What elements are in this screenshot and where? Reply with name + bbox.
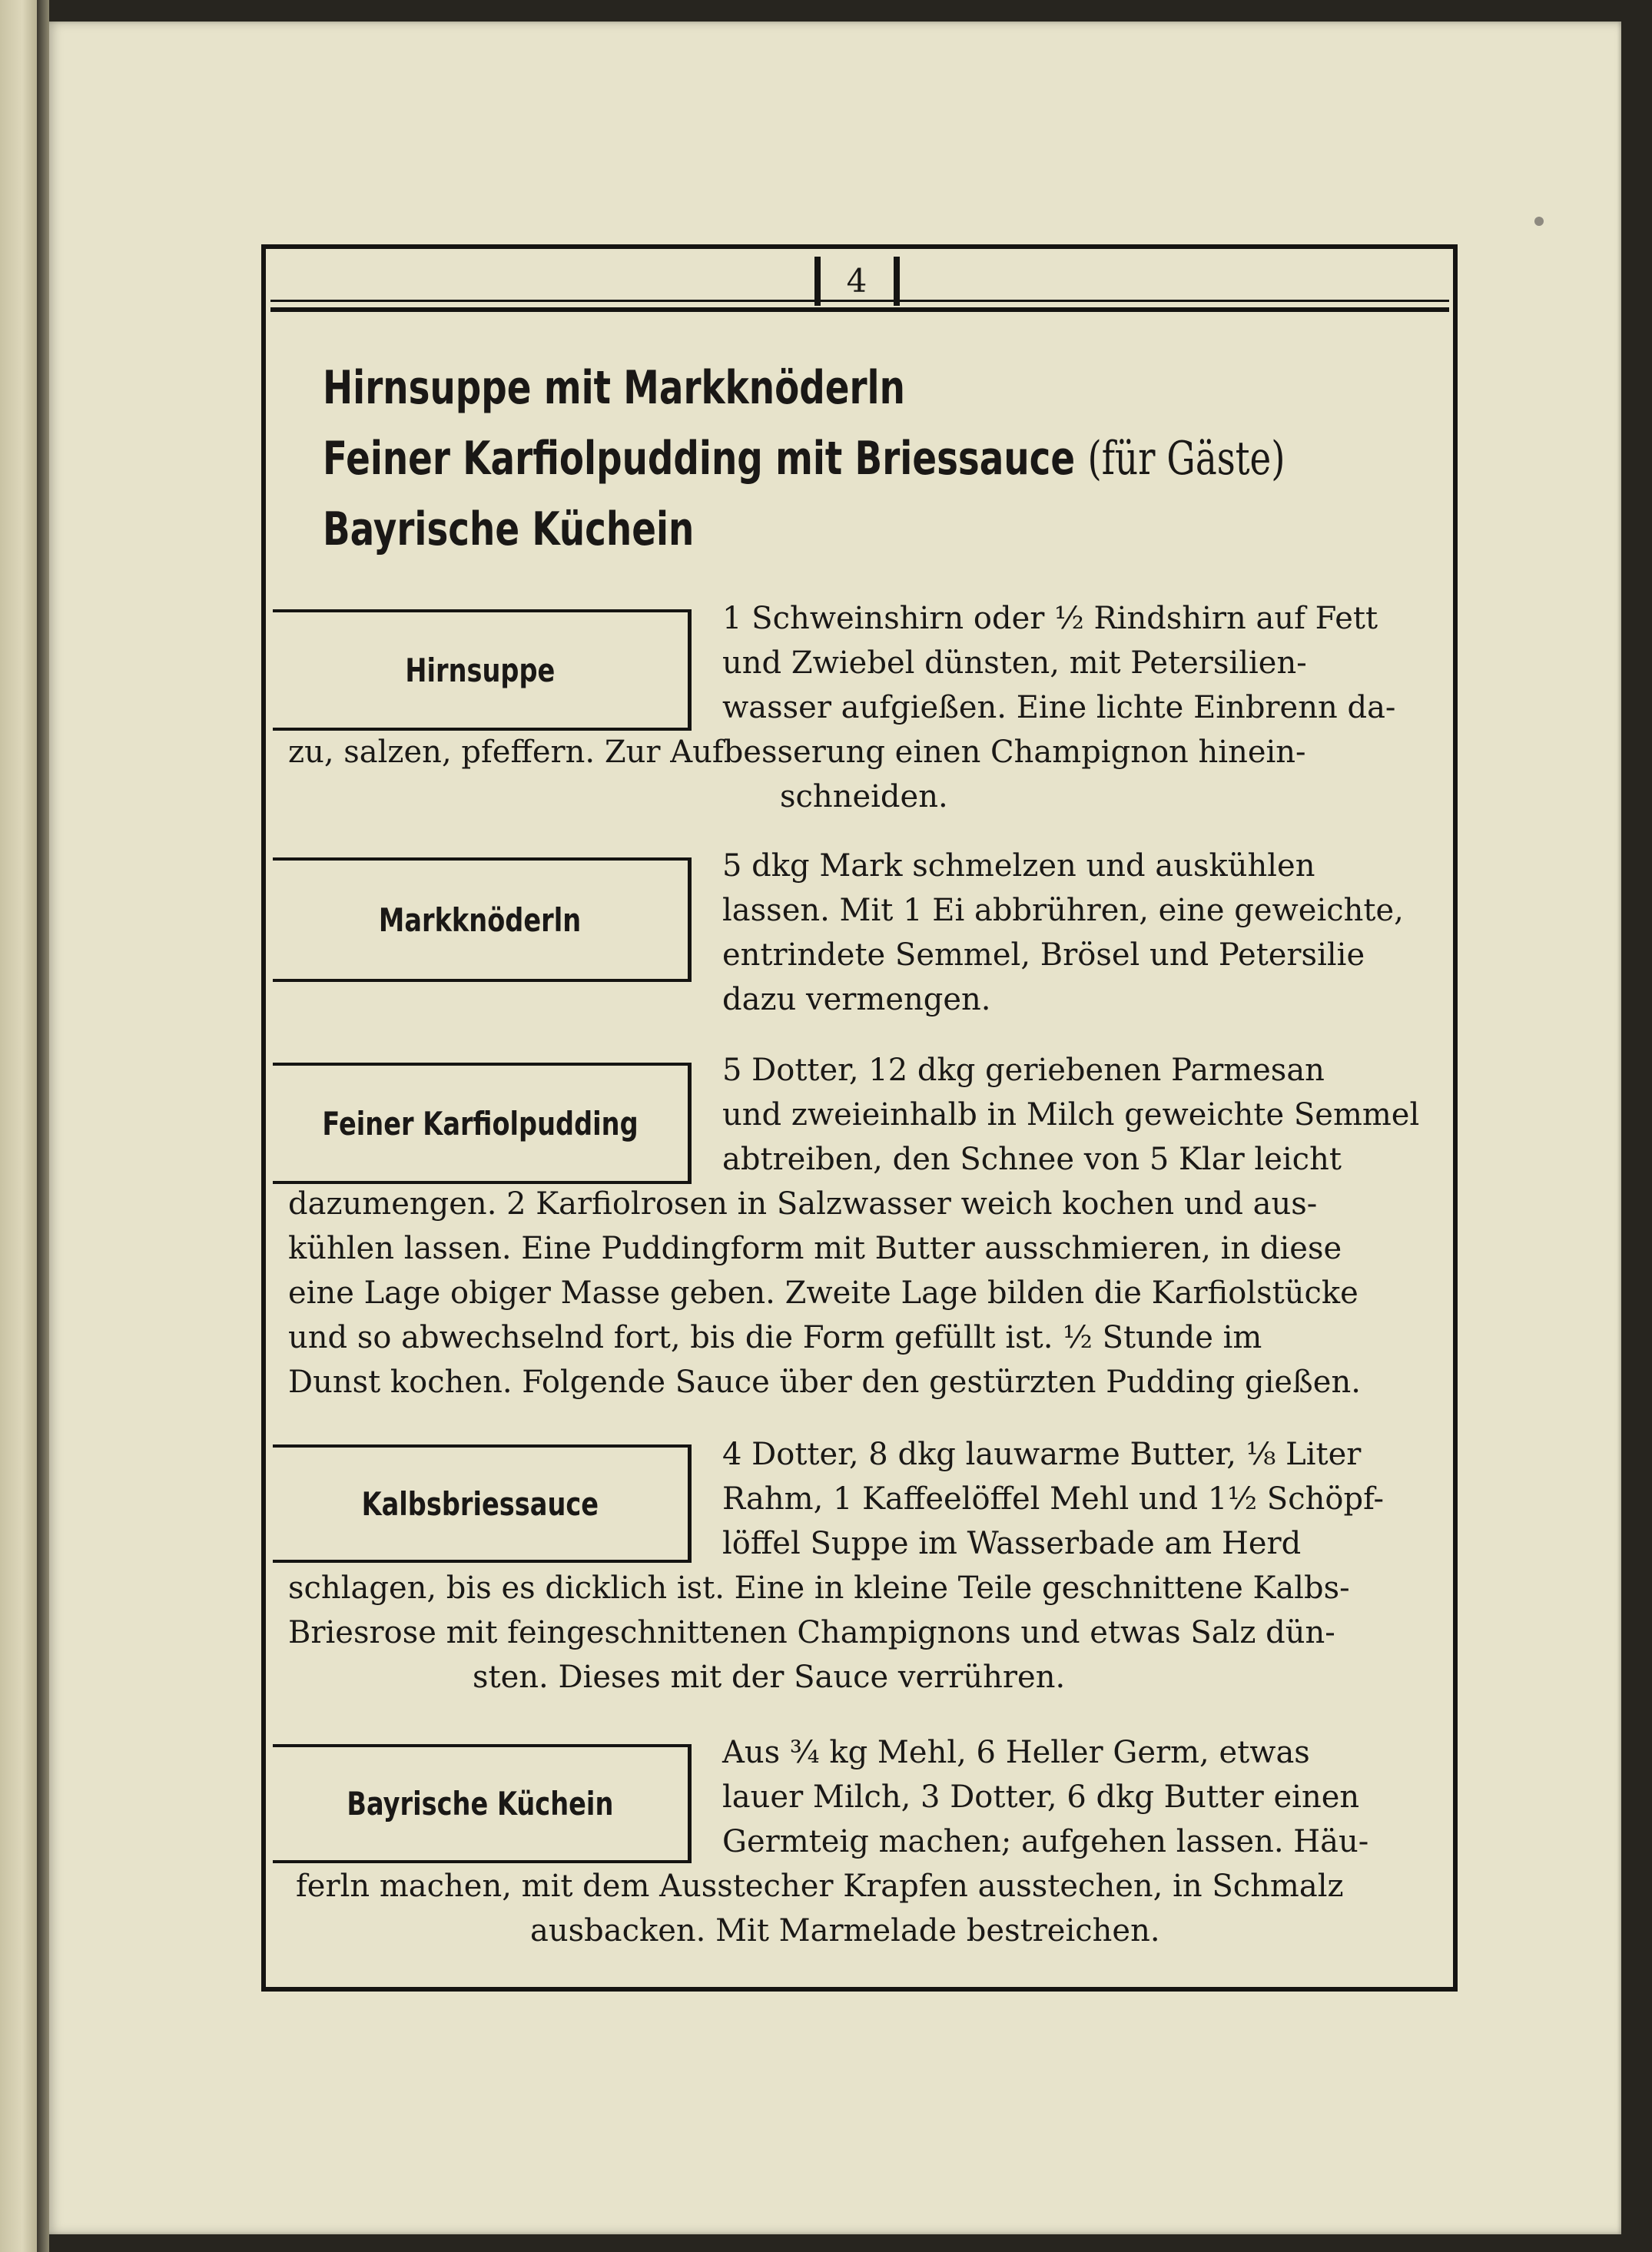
paper-speck	[1534, 217, 1544, 226]
heading-bayrische-kuechein: Bayrische Küchein	[347, 1785, 614, 1822]
karfiolpudding-line-1: 5 Dotter, 12 dkg geriebenen Parmesan	[722, 1053, 1325, 1088]
karfiolpudding-line-4: dazumengen. 2 Karfiolrosen in Salzwasser weich kochen und aus-	[288, 1186, 1318, 1222]
kalbsbriessauce-line-5: Briesrose mit feingeschnittenen Champignons und etwas Salz dün-	[288, 1615, 1335, 1650]
title-line-2-sub: (für Gäste)	[1087, 432, 1285, 486]
kuechein-line-1: Aus ¾ kg Mehl, 6 Heller Germ, etwas	[722, 1735, 1310, 1770]
heading-markknoederln: Markknöderln	[379, 900, 582, 939]
hirnsuppe-line-5: schneiden.	[780, 779, 948, 814]
karfiolpudding-line-3: abtreiben, den Schnee von 5 Klar leicht	[722, 1142, 1342, 1177]
kalbsbriessauce-line-3: löffel Suppe im Wasserbade am Herd	[722, 1526, 1302, 1561]
kuechein-line-2: lauer Milch, 3 Dotter, 6 dkg Butter einen	[722, 1779, 1360, 1815]
kalbsbriessauce-line-4: schlagen, bis es dicklich ist. Eine in kleine Teile geschnittene Kalbs-	[288, 1570, 1350, 1606]
kuechein-line-3: Germteig machen; aufgehen lassen. Häu-	[722, 1824, 1369, 1859]
book-spine	[37, 0, 49, 2252]
karfiolpudding-line-5: kühlen lassen. Eine Puddingform mit Butter ausschmieren, in diese	[288, 1231, 1342, 1266]
heading-box-karfiolpudding	[273, 1063, 692, 1184]
markknoederln-line-1: 5 dkg Mark schmelzen und auskühlen	[722, 848, 1315, 884]
page-number-bar-left	[814, 257, 821, 306]
heading-hirnsuppe: Hirnsuppe	[405, 651, 556, 689]
heading-box-markknoederln	[273, 857, 692, 982]
kalbsbriessauce-line-6: sten. Dieses mit der Sauce verrühren.	[473, 1660, 1066, 1695]
heading-box-kalbsbriessauce	[273, 1444, 692, 1563]
markknoederln-line-4: dazu vermengen.	[722, 982, 991, 1017]
hirnsuppe-line-4: zu, salzen, pfeffern. Zur Aufbesserung einen Champignon hinein-	[288, 735, 1306, 770]
page-number: 4	[846, 262, 867, 300]
kalbsbriessauce-line-2: Rahm, 1 Kaffeelöffel Mehl und 1½ Schöpf-	[722, 1481, 1384, 1517]
header-rule	[270, 307, 1449, 312]
heading-box-hirnsuppe	[273, 609, 692, 731]
hirnsuppe-line-2: und Zwiebel dünsten, mit Petersilien-	[722, 645, 1307, 681]
markknoederln-line-3: entrindete Semmel, Brösel und Petersilie	[722, 937, 1365, 973]
kuechein-line-4: ferln machen, mit dem Ausstecher Krapfen ausstechen, in Schmalz	[296, 1869, 1344, 1904]
page-number-bar-right	[894, 257, 900, 306]
karfiolpudding-line-2: und zweieinhalb in Milch geweichte Semmel	[722, 1097, 1420, 1133]
heading-box-bayrische-kuechein	[273, 1744, 692, 1863]
hirnsuppe-line-3: wasser aufgießen. Eine lichte Einbrenn da-	[722, 690, 1396, 725]
title-line-1: Hirnsuppe mit Markknöderln	[323, 361, 905, 415]
title-line-2	[323, 432, 1285, 486]
heading-karfiolpudding: Feiner Karfiolpudding	[322, 1104, 639, 1143]
title-line-2-main: Feiner Karfiolpudding mit Briessauce	[323, 432, 1076, 486]
left-page-edge	[0, 0, 37, 2252]
markknoederln-line-2: lassen. Mit 1 Ei abbrühren, eine geweichte,	[722, 893, 1404, 928]
hirnsuppe-line-1: 1 Schweinshirn oder ½ Rindshirn auf Fett	[722, 601, 1378, 636]
heading-kalbsbriessauce: Kalbsbriessauce	[361, 1484, 599, 1523]
karfiolpudding-line-7: und so abwechselnd fort, bis die Form gefüllt ist. ½ Stunde im	[288, 1320, 1262, 1355]
title-line-3: Bayrische Küchein	[323, 502, 695, 556]
karfiolpudding-line-6: eine Lage obiger Masse geben. Zweite Lage bilden die Karfiolstücke	[288, 1275, 1358, 1311]
kalbsbriessauce-line-1: 4 Dotter, 8 dkg lauwarme Butter, ⅛ Liter	[722, 1437, 1362, 1472]
kuechein-line-5: ausbacken. Mit Marmelade bestreichen.	[530, 1913, 1160, 1949]
karfiolpudding-line-8: Dunst kochen. Folgende Sauce über den gestürzten Pudding gießen.	[288, 1365, 1361, 1400]
